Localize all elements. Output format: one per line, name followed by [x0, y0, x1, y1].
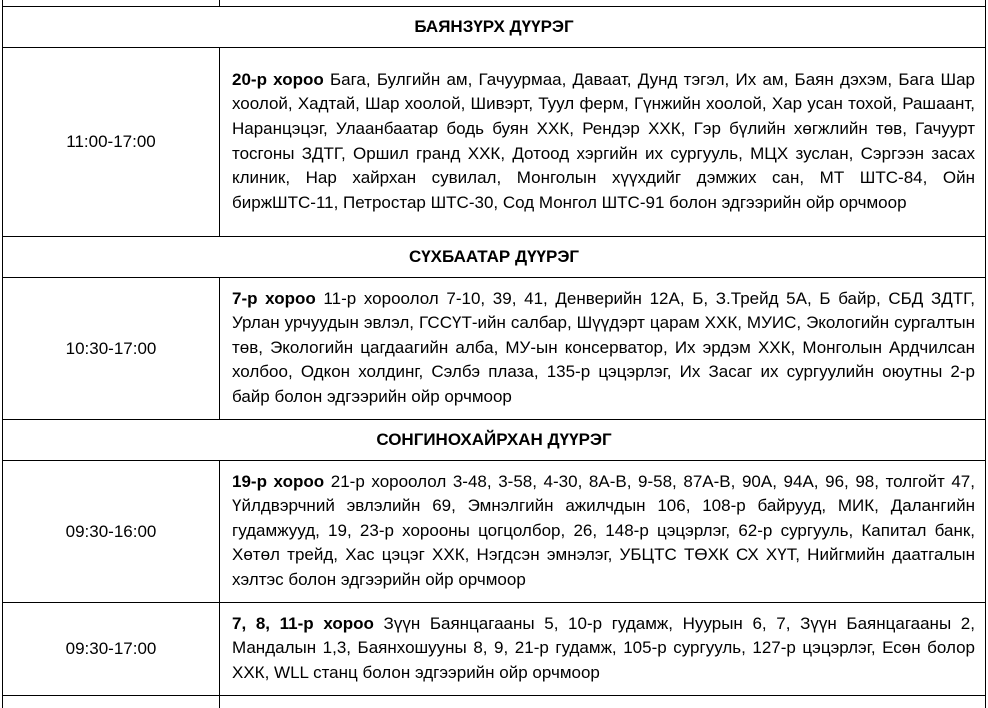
outage-schedule-table — [2, 0, 986, 708]
area-description — [220, 278, 986, 420]
area-list: Зүүн Баянцагааны 5, 10-р гудамж, Нуурын 6, 7, Зүүн Баянцагааны 2, Мандалын 1,3, Баянхошууны 8, 9, 21-р гудамж, 105-р сургууль, 127-р цэцэрлэг, Есөн болор ХХК, WLL станц болон эдгээрийн ойр орчмоор — [232, 614, 975, 682]
table-bottom-edge — [3, 696, 986, 708]
khoroo-label: 20-р хороо — [232, 70, 324, 89]
time-range: 09:30-16:00 — [3, 461, 220, 603]
khoroo-label: 7-р хороо — [232, 289, 316, 308]
district-header-bayanzurkh — [3, 7, 986, 48]
khoroo-label: 19-р хороо — [232, 472, 324, 491]
district-header-sukhbaatar — [3, 237, 986, 278]
khoroo-label: 7, 8, 11-р хороо — [232, 614, 374, 633]
table-row — [3, 48, 986, 237]
district-header-songinokhairkhan — [3, 420, 986, 461]
district-title: СҮХБААТАР ДҮҮРЭГ — [3, 237, 986, 278]
area-list: 11-р хороолол 7-10, 39, 41, Денверийн 12А, Б, З.Трейд 5А, Б байр, СБД ЗДТГ, Урлан урчуудын эвлэл, ГССҮТ-ийн салбар, Шүүдэрт царам ХХК, МУИС, Экологийн сургалтын төв, Экологийн цагдаагийн алба, МУ-ын консерватор, Их эрдэм ХХК, Монголын Ардчилсан холбоо, Одкон холдинг, Сэлбэ плаза, 135-р цэцэрлэг, Их Засаг их сургуулийн оюутны 2-р байр болон эдгээрийн ойр орчмоор — [232, 289, 975, 406]
area-description — [220, 461, 986, 603]
area-description — [220, 603, 986, 696]
district-title: СОНГИНОХАЙРХАН ДҮҮРЭГ — [3, 420, 986, 461]
time-range: 09:30-17:00 — [3, 603, 220, 696]
table-row — [3, 278, 986, 420]
table-row — [3, 461, 986, 603]
area-list: Бага, Булгийн ам, Гачуурмаа, Даваат, Дунд тэгэл, Их ам, Баян дэхэм, Бага Шар хоолой, Хадтай, Шар хоолой, Шивэрт, Туул ферм, Гүнжийн хоолой, Хар усан тохой, Рашаант, Наранцэцэг, Улаанбаатар бодь буян ХХК, Рендэр ХХК, Гэр бүлийн хөгжлийн төв, Гачуурт тосгоны ЗДТГ, Оршил гранд ХХК, Дотоод хэргийн их сургууль, МЦХ зуслан, Сэргээн засах клиник, Нар хайрхан сувилал, Монголын хүүхдийг дэмжих сан, МТ ШТС-84, Ойн биржШТС-11, Петростар ШТС-30, Сод Монгол ШТС-91 болон эдгээрийн ойр орчмоор — [232, 70, 975, 212]
table-row — [3, 603, 986, 696]
area-description — [220, 48, 986, 237]
time-range: 10:30-17:00 — [3, 278, 220, 420]
district-title: БАЯНЗҮРХ ДҮҮРЭГ — [3, 7, 986, 48]
time-range: 11:00-17:00 — [3, 48, 220, 237]
area-list: 21-р хороолол 3-48, 3-58, 4-30, 8А-В, 9-58, 87А-В, 90А, 94А, 96, 98, толгойт 47, Үйлдвэрчний эвлэлийн 69, Эмнэлгийн ажилчдын 106, 108-р байрууд, МИК, Далангийн гудамжууд, 19, 23-р хорооны цогцолбор, 26, 148-р цэцэрлэг, 62-р сургууль, Капитал банк, Хөтөл трейд, Хас цэцэг ХХК, Нэгдсэн эмнэлэг, УБЦТС ТӨХК СХ ХҮТ, Нийгмийн даатгалын хэлтэс болон эдгээрийн ойр орчмоор — [232, 472, 975, 589]
